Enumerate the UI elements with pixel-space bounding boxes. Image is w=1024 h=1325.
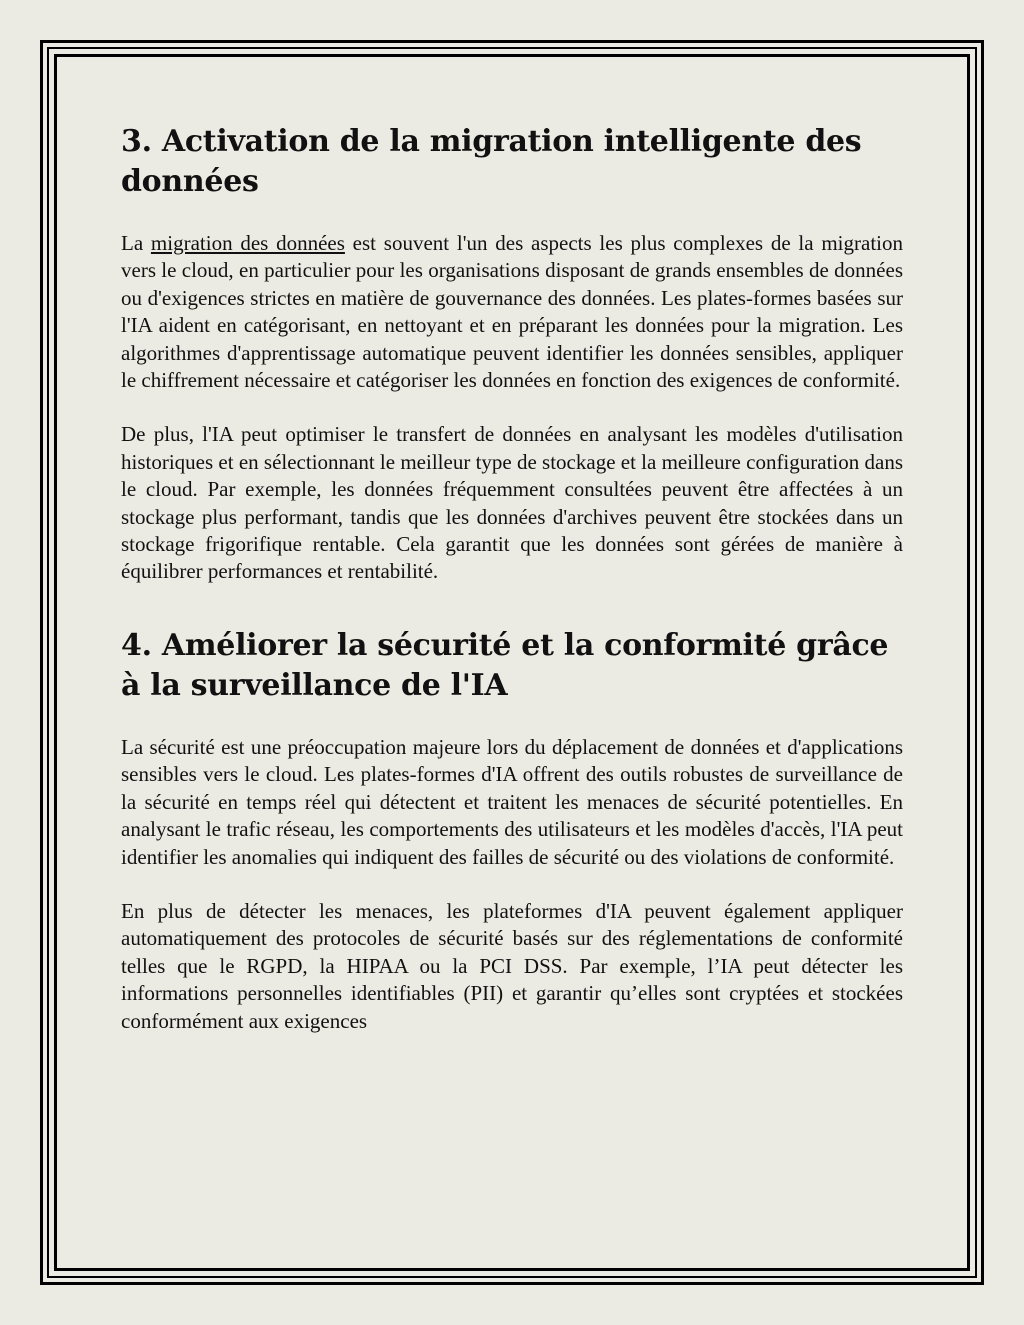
- section-3-paragraph-1: [121, 230, 903, 394]
- section-4-heading: 4. Améliorer la sécurité et la conformité grâce à la surveillance de l'IA: [121, 627, 889, 703]
- section-4-paragraph-1: La sécurité est une préoccupation majeure lors du déplacement de données et d'applications sensibles vers le cloud. Les plates-formes d'IA offrent des outils robustes de surveillance de la sécurité en temps réel qui détectent et traitent les menaces de sécurité potentielles. En analysant le trafic réseau, les comportements des utilisateurs et les modèles d'accès, l'IA peut identifier les anomalies qui indiquent des failles de sécurité ou des violations de conformité.: [121, 734, 903, 869]
- paragraph-text: est souvent l'un des aspects les plus complexes de la migration vers le cloud, en particulier pour les organisations disposant de grands ensembles de données ou d'exigences strictes en matière de gouvernance des données. Les plates-formes basées sur l'IA aident en catégorisant, en nettoyant et en préparant les données pour la migration. Les algorithmes d'apprentissage automatique peuvent identifier les données sensibles, appliquer le chiffrement nécessaire et catégoriser les données en fonction des exigences de conformité.: [121, 231, 903, 393]
- paragraph-lead-text: La: [121, 231, 151, 255]
- section-3-heading: 3. Activation de la migration intelligente des données: [121, 124, 862, 199]
- section-4-paragraph-2: En plus de détecter les menaces, les plateformes d'IA peuvent également appliquer automatiquement des protocoles de sécurité basés sur des réglementations de conformité telles que le RGPD, la HIPAA ou la PCI DSS. Par exemple, l’IA peut détecter les informations personnelles identifiables (PII) et garantir qu’elles sont cryptées et stockées conformément aux exigences: [121, 898, 903, 1033]
- migration-des-donnees-link[interactable]: migration des données: [150, 231, 345, 255]
- section-4: [121, 626, 903, 1035]
- section-3: [121, 122, 903, 586]
- section-3-paragraph-2: De plus, l'IA peut optimiser le transfert de données en analysant les modèles d'utilisation historiques et en sélectionnant le meilleur type de stockage et la meilleure configuration dans le cloud. Par exemple, les données fréquemment consultées peuvent être affectées à un stockage plus performant, tandis que les données d'archives peuvent être stockées dans un stockage frigorifique rentable. Cela garantit que les données sont gérées de manière à équilibrer performances et rentabilité.: [121, 422, 903, 584]
- document-body: [121, 118, 903, 1035]
